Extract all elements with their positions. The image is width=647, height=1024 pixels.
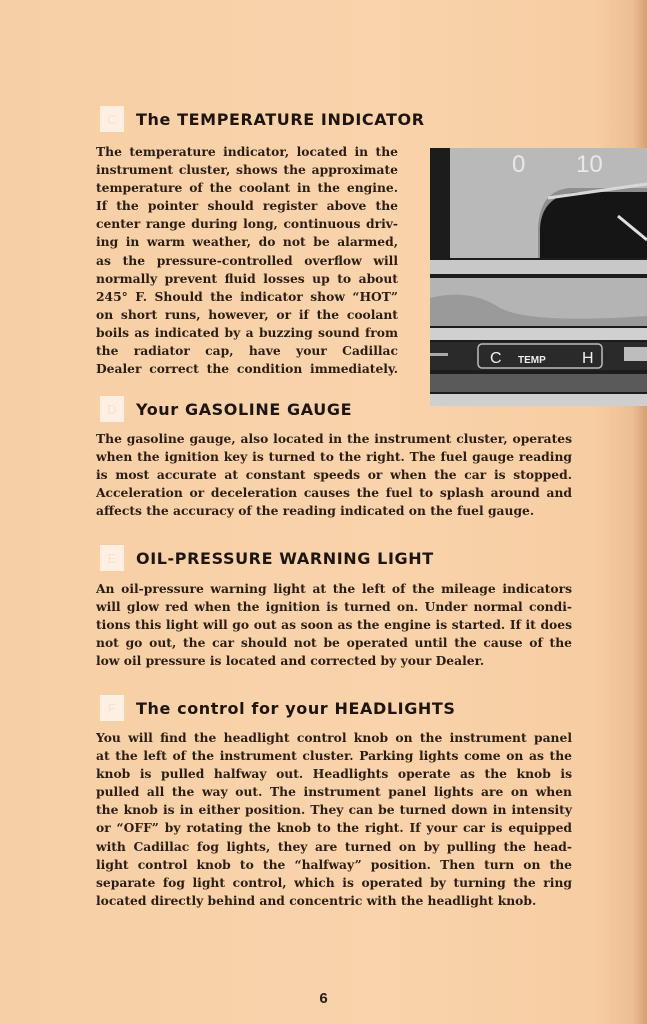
paragraph-line: Dealer correct the condition immediately.	[96, 361, 398, 377]
gauge-temp-label: TEMP	[518, 355, 546, 366]
section-heading-temperature	[100, 106, 425, 132]
paragraph-line: or “OFF” by rotating the knob to the right. If your car is equipped	[96, 820, 572, 836]
page-number: 6	[319, 990, 328, 1007]
gauge-hot-label: H	[582, 350, 594, 367]
headlights-paragraph	[96, 729, 572, 910]
paragraph-line: instrument cluster, shows the approximate	[96, 162, 398, 178]
dial-number: 10	[576, 151, 603, 178]
paragraph-line: located directly behind and concentric with the headlight knob.	[96, 892, 537, 908]
paragraph-line: pulled all the way out. The instrument panel lights are on when	[96, 784, 572, 800]
oil-pressure-paragraph	[96, 580, 572, 670]
paragraph-line: The temperature indicator, located in the	[96, 144, 398, 159]
paragraph-line: at the left of the instrument cluster. Parking lights come on as the	[96, 748, 572, 764]
paragraph-line: separate fog light control, which is operated by turning the ring	[96, 874, 572, 890]
temperature-gauge-photo	[430, 148, 647, 406]
paragraph-line: ing in warm weather, do not be alarmed,	[96, 234, 398, 250]
paragraph-line: not go out, the car should not be operated until the cause of the	[96, 635, 572, 651]
paragraph-line: on short runs, however, or if the coolant	[96, 306, 398, 322]
paragraph-line: when the ignition key is turned to the right. The fuel gauge reading	[96, 449, 572, 465]
paragraph-line: low oil pressure is located and corrected by your Dealer.	[96, 653, 485, 669]
section-letter-box: E	[100, 545, 124, 571]
paragraph-line: will glow red when the ignition is turned on. Under normal condi-	[96, 599, 572, 615]
section-title: Your GASOLINE GAUGE	[136, 399, 353, 419]
paragraph-line: the knob is in either position. They can be turned down in intensity	[96, 802, 572, 818]
paragraph-line: tions this light will go out as soon as the engine is started. If it does	[96, 617, 572, 633]
paragraph-line: If the pointer should register above the	[96, 198, 398, 214]
paragraph-line: is most accurate at constant speeds or when the car is stopped.	[96, 467, 572, 483]
paragraph-line: center range during long, continuous driv-	[96, 216, 398, 232]
paragraph-line: affects the accuracy of the reading indicated on the fuel gauge.	[96, 503, 535, 519]
section-title: The control for your HEADLIGHTS	[136, 698, 456, 718]
dial-number: 0	[512, 151, 526, 178]
gauge-cold-label: C	[490, 350, 502, 367]
paragraph-line: boils as indicated by a buzzing sound from	[96, 324, 398, 340]
paragraph-line: 245° F. Should the indicator show “HOT”	[96, 288, 398, 304]
paragraph-line: You will find the headlight control knob on the instrument panel	[96, 730, 572, 745]
paragraph-line: as the pressure-controlled overflow will	[96, 252, 398, 268]
section-letter-box: F	[100, 695, 124, 721]
paragraph-line: light control knob to the “halfway” position. Then turn on the	[96, 856, 572, 872]
section-title: The TEMPERATURE INDICATOR	[136, 109, 425, 129]
paragraph-line: the radiator cap, have your Cadillac	[96, 343, 398, 359]
paragraph-line: The gasoline gauge, also located in the instrument cluster, operates	[96, 431, 572, 446]
section-title: OIL-PRESSURE WARNING LIGHT	[136, 548, 434, 568]
paragraph-line: An oil-pressure warning light at the left of the mileage indicators	[96, 581, 572, 596]
paragraph-line: with Cadillac fog lights, they are turned on by pulling the head-	[96, 838, 572, 854]
section-heading-gasoline	[100, 396, 352, 422]
gasoline-paragraph	[96, 430, 572, 520]
paragraph-line: temperature of the coolant in the engine.	[96, 180, 398, 196]
temperature-paragraph	[96, 143, 398, 378]
paragraph-line: Acceleration or deceleration causes the fuel to splash around and	[96, 485, 572, 501]
section-letter-box: D	[100, 396, 124, 422]
section-heading-headlights	[100, 695, 456, 721]
paragraph-line: normally prevent fluid losses up to about	[96, 270, 398, 286]
paragraph-line: knob is pulled halfway out. Headlights operate as the knob is	[96, 766, 572, 782]
section-letter-box: C	[100, 106, 124, 132]
section-heading-oil-pressure	[100, 545, 434, 571]
